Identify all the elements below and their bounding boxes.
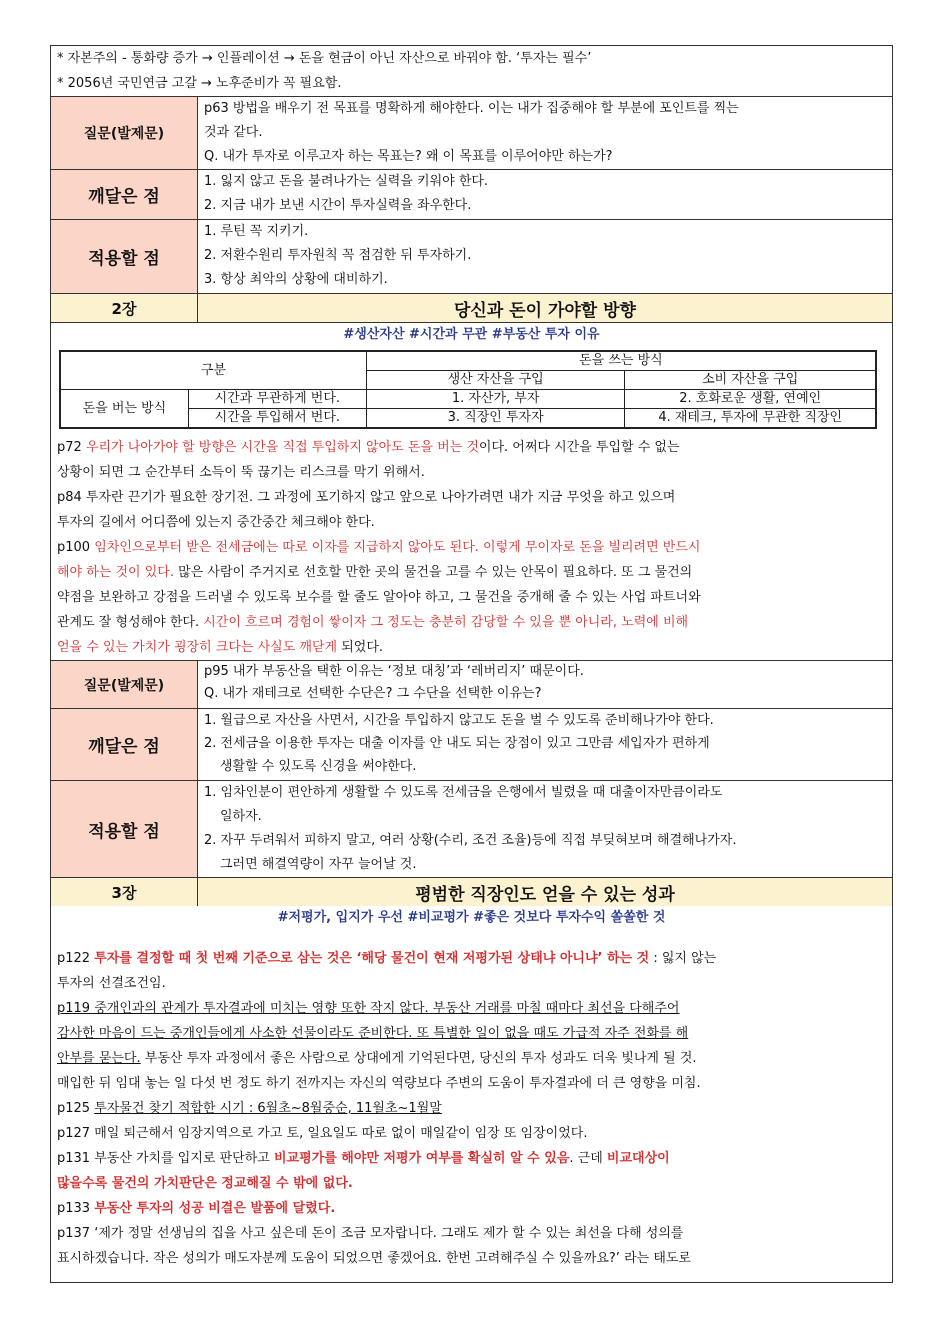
col-produce: 생산 자산을 구입: [366, 371, 625, 390]
row-label-2: 시간을 투입해서 번다.: [188, 409, 366, 429]
note-p131-cont: 많을수록 물건의 가치판단은 정교해질 수 밖에 없다.: [57, 1176, 353, 1191]
apply-text: 3. 항상 최악의 상황에 대비하기.: [204, 272, 388, 287]
chapter-3-tags: #저평가, 입지가 우선 #비교평가 #좋은 것보다 투자수익 쏠쏠한 것: [277, 910, 666, 925]
spend-header: 돈을 쓰는 방식: [366, 351, 876, 371]
table-cell: 3. 직장인 투자자: [366, 409, 625, 429]
chapter-number: 2장: [51, 294, 198, 322]
note-p119-cont: 매입한 뒤 임대 놓는 일 다섯 번 정도 하기 전까지는 자신의 역량보다 주변의 도움이 투자결과에 더 큰 영향을 미침.: [57, 1076, 701, 1091]
table-cell: 1. 자산가, 부자: [366, 390, 625, 409]
note-p72: p72 우리가 나아가야 할 방향은 시간을 직접 투입하지 않아도 돈을 버는 것이다. 어쩌다 시간을 투입할 수 없는: [57, 440, 680, 455]
note-p127: p127 매일 퇴근해서 임장지역으로 가고 토, 일요일도 따로 없이 매일같이 임장 또 임장이었다.: [57, 1126, 588, 1141]
question-row-1: [51, 96, 892, 169]
table-corner: 구분: [60, 351, 366, 390]
note-p84: p84 투자란 끈기가 필요한 장기전. 그 과정에 포기하지 않고 앞으로 나아가려면 내가 지금 무엇을 하고 있으며: [57, 490, 676, 505]
earn-header: 돈을 버는 방식: [60, 390, 188, 429]
note-p131: p131 부동산 가치를 입지로 판단하고 비교평가를 해야만 저평가 여부를 확실히 알 수 있음. 근데 비교대상이: [57, 1151, 670, 1166]
document-page: [50, 45, 893, 1283]
note-capitalism: * 자본주의 - 통화량 증가 → 인플레이션 → 돈을 현금이 아닌 자산으로 바꿔야 함. ‘투자는 필수’: [57, 51, 592, 66]
realize-text: 1. 월급으로 자산을 사면서, 시간을 투입하지 않고도 돈을 벌 수 있도록 준비해나가야 한다.: [204, 713, 714, 728]
apply-text: 1. 임차인분이 편안하게 생활할 수 있도록 전세금을 은행에서 빌렸을 때 대출이자만큼이라도: [204, 785, 723, 800]
note-p100-cont: 얻을 수 있는 가치가 굉장히 크다는 사실도 깨닫게 되었다.: [57, 640, 384, 655]
realize-text: 2. 지금 내가 보낸 시간이 투자실력을 좌우한다.: [204, 198, 472, 213]
chapter-title: 당신과 돈이 가야할 방향: [454, 300, 636, 321]
col-consume: 소비 자산을 구입: [625, 371, 876, 390]
note-p100-cont: 해야 하는 것이 있다. 많은 사람이 주거지로 선호할 만한 곳의 물건을 고를 수 있는 안목이 필요하다. 또 그 물건의: [57, 565, 693, 580]
apply-text: 2. 저환수원리 투자원칙 꼭 점검한 뒤 투자하기.: [204, 248, 472, 263]
note-p100-cont: 관계도 잘 형성해야 한다. 시간이 흐르며 경험이 쌓이자 그 정도는 충분히 감당할 수 있을 뿐 아니라, 노력에 비해: [57, 615, 689, 630]
realize-row-1: [51, 169, 892, 219]
note-p119-cont: 감사한 마음이 드는 중개인들에게 사소한 선물이라도 준비한다. 또 특별한 일이 없을 때도 가급적 자주 전화를 해: [57, 1026, 689, 1041]
note-p84-cont: 투자의 길에서 어디쯤에 있는지 중간중간 체크해야 한다.: [57, 515, 375, 530]
note-p122-cont: 투자의 선결조건임.: [57, 976, 166, 991]
chapter-3-header: [51, 877, 892, 906]
chapter-number: 3장: [51, 878, 198, 906]
apply-text: 그러면 해결역량이 자꾸 늘어날 것.: [220, 857, 417, 872]
note-p100-cont: 약점을 보완하고 강점을 드러낼 수 있도록 보수를 할 줄도 알아야 하고, 그 물건을 중개해 줄 수 있는 사업 파트너와: [57, 590, 701, 605]
row-label-1: 시간과 무관하게 번다.: [188, 390, 366, 409]
apply-label: 적용할 점: [51, 220, 198, 293]
apply-row-2: [51, 780, 892, 877]
note-p133: p133 부동산 투자의 성공 비결은 발품에 달렸다.: [57, 1201, 336, 1216]
realize-text: 2. 전세금을 이용한 투자는 대출 이자를 안 내도 되는 장점이 있고 그만큼 세입자가 편하게: [204, 736, 710, 751]
question-label: 질문(발제문): [51, 661, 198, 708]
chapter-3-body: [51, 930, 892, 1271]
chapter-title: 평범한 직장인도 얻을 수 있는 성과: [415, 884, 675, 905]
note-p137-cont: 표시하겠습니다. 작은 성의가 매도자분께 도움이 되었으면 좋겠어요. 한번 고려해주실 수 있을까요?’ 라는 태도로: [57, 1251, 691, 1266]
note-p72-cont: 상황이 되면 그 순간부터 소득이 뚝 끊기는 리스크를 막기 위해서.: [57, 465, 425, 480]
note-p125: p125 투자물건 찾기 적합한 시기 : 6월초~8월중순, 11월초~1월말: [57, 1101, 442, 1116]
realize-text: 생활할 수 있도록 신경을 써야한다.: [220, 759, 417, 774]
table-cell: 2. 호화로운 생활, 연예인: [625, 390, 876, 409]
question-text: p95 내가 부동산을 택한 이유는 ‘정보 대칭’과 ‘레버리지’ 때문이다.: [204, 664, 584, 679]
question-row-2: [51, 660, 892, 708]
realize-text: 1. 잃지 않고 돈을 불려나가는 실력을 키워야 한다.: [204, 174, 489, 189]
chapter-2-body: [51, 350, 892, 660]
apply-text: 2. 자꾸 두려워서 피하지 말고, 여러 상황(수리, 조건 조율)등에 직접 부딪혀보며 해결해나가자.: [204, 833, 737, 848]
note-p119: p119 중개인과의 관계가 투자결과에 미치는 영향 또한 작지 않다. 부동산 거래를 마칠 때마다 최선을 다해주어: [57, 1001, 680, 1016]
question-text: 것과 같다.: [204, 125, 263, 140]
note-p119-cont: 안부를 묻는다. 부동산 투자 과정에서 좋은 사람으로 상대에게 기억된다면, 당신의 투자 성과도 더욱 빛나게 될 것.: [57, 1051, 697, 1066]
question-text: p63 방법을 배우기 전 목표를 명확하게 해야한다. 이는 내가 집중해야 할 부분에 포인트를 찍는: [204, 101, 739, 116]
realize-label: 깨달은 점: [51, 709, 198, 780]
apply-row-1: [51, 219, 892, 293]
realize-row-2: [51, 708, 892, 780]
chapter-2-header: [51, 293, 892, 322]
money-matrix-table: [59, 350, 877, 429]
chapter-2-tags: #생산자산 #시간과 무관 #부동산 투자 이유: [51, 322, 892, 347]
intro-notes: [51, 46, 892, 96]
table-cell: 4. 재테크, 투자에 무관한 직장인: [625, 409, 876, 429]
apply-text: 일하자.: [220, 809, 262, 824]
note-p137: p137 ‘제가 정말 선생님의 집을 사고 싶은데 돈이 조금 모자랍니다. 그래도 제가 할 수 있는 최선을 다해 성의를: [57, 1226, 684, 1241]
realize-label: 깨달은 점: [51, 170, 198, 219]
note-p122: p122 투자를 결정할 때 첫 번째 기준으로 삼는 것은 ‘해당 물건이 현재 저평가된 상태냐 아니냐’ 하는 것 : 잃지 않는: [57, 951, 717, 966]
apply-label: 적용할 점: [51, 781, 198, 877]
apply-text: 1. 루틴 꼭 지키기.: [204, 224, 309, 239]
question-text: Q. 내가 투자로 이루고자 하는 목표는? 왜 이 목표를 이루어야만 하는가?: [204, 149, 613, 164]
question-text: Q. 내가 재테크로 선택한 수단은? 그 수단을 선택한 이유는?: [204, 686, 542, 701]
note-p100: p100 임차인으로부터 받은 전세금에는 따로 이자를 지급하지 않아도 된다. 이렇게 무이자로 돈을 빌리려면 반드시: [57, 540, 701, 555]
question-label: 질문(발제문): [51, 97, 198, 169]
note-pension: * 2056년 국민연금 고갈 → 노후준비가 꼭 필요함.: [57, 76, 342, 91]
